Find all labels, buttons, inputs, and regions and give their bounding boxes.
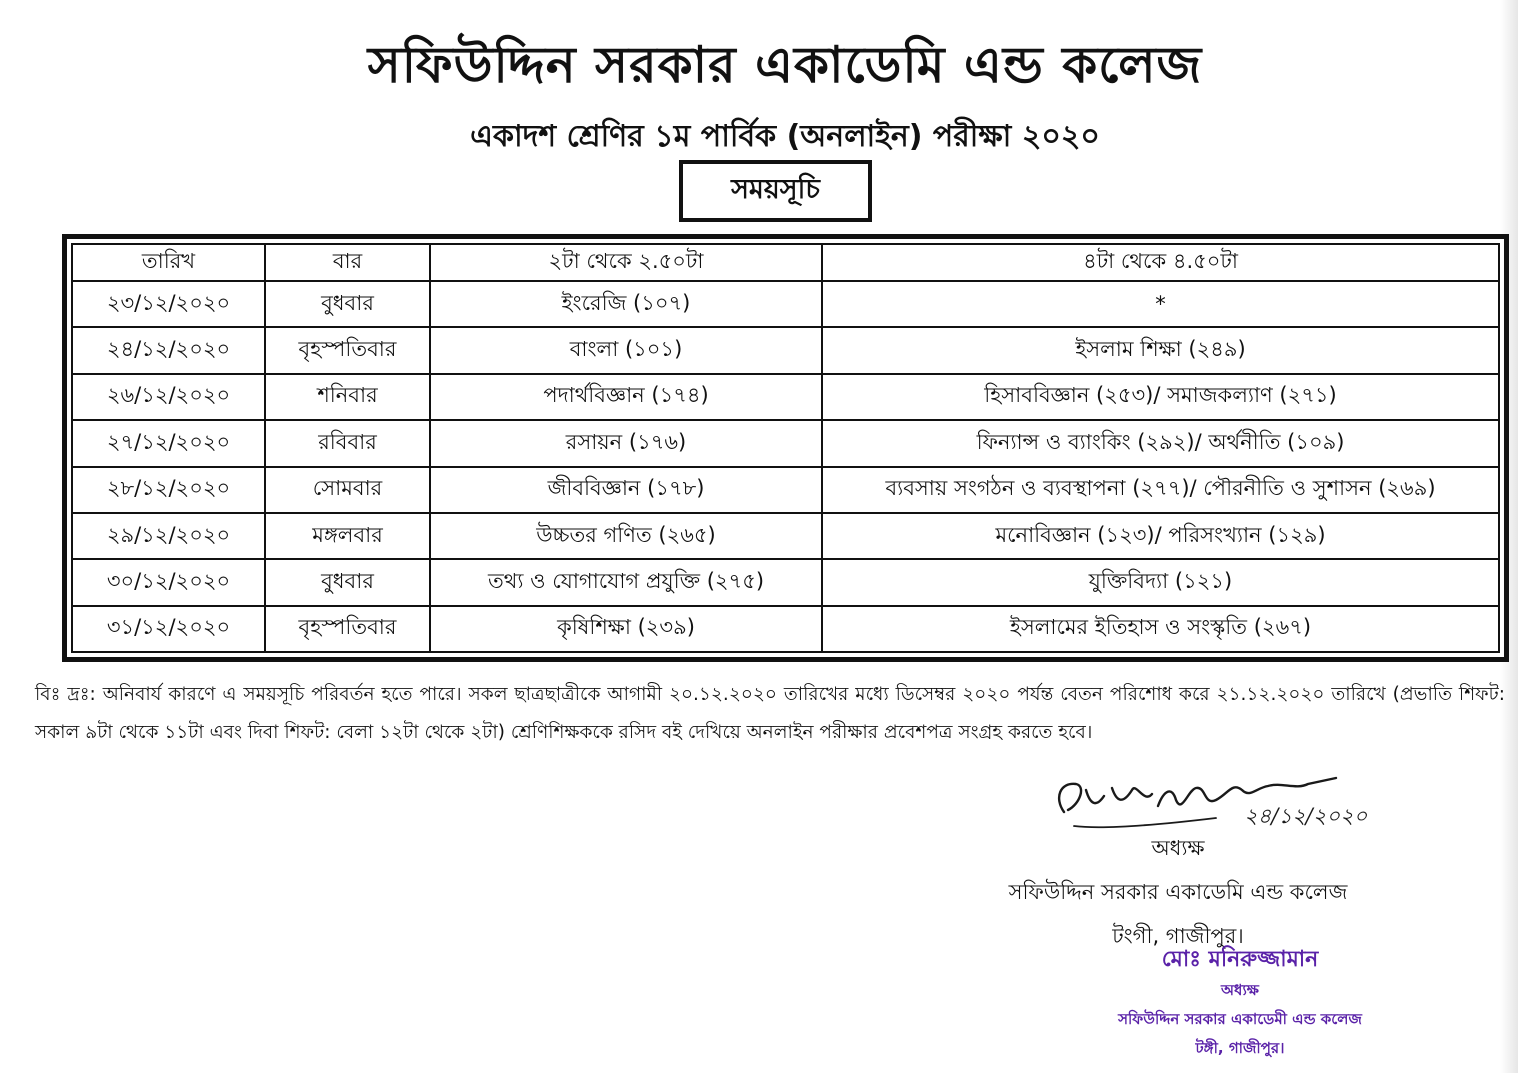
- cell-slot2: ব্যবসায় সংগঠন ও ব্যবস্থাপনা (২৭৭)/ পৌরনীতি ও সুশাসন (২৬৯): [822, 467, 1499, 513]
- cell-day: বৃহস্পতিবার: [265, 606, 430, 652]
- cell-slot2: ফিন্যান্স ও ব্যাংকিং (২৯২)/ অর্থনীতি (১০৯): [822, 420, 1499, 466]
- cell-day: বুধবার: [265, 281, 430, 327]
- table-row: [72, 559, 1499, 605]
- cell-slot2: ইসলাম শিক্ষা (২৪৯): [822, 327, 1499, 373]
- cell-slot1: জীববিজ্ঞান (১৭৮): [430, 467, 822, 513]
- cell-slot1: কৃষিশিক্ষা (২৩৯): [430, 606, 822, 652]
- cell-day: বুধবার: [265, 559, 430, 605]
- routine-table: [71, 243, 1500, 653]
- signature-date: ২৪/১২/২০২০: [1244, 804, 1368, 828]
- signatory-block: [958, 826, 1398, 958]
- table-row: [72, 467, 1499, 513]
- cell-date: ২৩/১২/২০২০: [72, 281, 265, 327]
- table-row: [72, 374, 1499, 420]
- stamp-name: মোঃ মনিরুজ্জামান: [1161, 947, 1319, 972]
- stamp-institution: সফিউদ্দিন সরকার একাডেমী এন্ড কলেজ: [1118, 1010, 1362, 1028]
- cell-date: ২৪/১২/২০২০: [72, 327, 265, 373]
- routine-table-frame: [62, 234, 1509, 662]
- table-row: [72, 606, 1499, 652]
- schedule-label: সময়সূচি: [679, 160, 872, 222]
- cell-slot1: রসায়ন (১৭৬): [430, 420, 822, 466]
- cell-day: সোমবার: [265, 467, 430, 513]
- cell-slot2: *: [822, 281, 1499, 327]
- signatory-designation: অধ্যক্ষ: [1151, 836, 1205, 860]
- cell-date: ২৮/১২/২০২০: [72, 467, 265, 513]
- notice-text: বিঃ দ্রঃ: অনিবার্য কারণে এ সময়সূচি পরিবর্তন হতে পারে। সকল ছাত্রছাত্রীকে আগামী ২০.১২.২০২০ তারিখের মধ্যে ডিসেম্বর ২০২০ পর্যন্ত বেতন পরিশোধ করে ২১.১২.২০২০ তারিখে (প্রভাতি শিফট: সকাল ৯টা থেকে ১১টা এবং দিবা শিফট: বেলা ১২টা থেকে ২টা) শ্রেণিশিক্ষককে রসিদ বই দেখিয়ে অনলাইন পরীক্ষার প্রবেশপত্র সংগ্রহ করতে হবে।: [35, 684, 1505, 743]
- cell-date: ২৭/১২/২০২০: [72, 420, 265, 466]
- cell-day: শনিবার: [265, 374, 430, 420]
- cell-day: রবিবার: [265, 420, 430, 466]
- cell-slot2: যুক্তিবিদ্যা (১২১): [822, 559, 1499, 605]
- cell-slot1: তথ্য ও যোগাযোগ প্রযুক্তি (২৭৫): [430, 559, 822, 605]
- table-header-row: [72, 244, 1499, 281]
- cell-date: ২৬/১২/২০২০: [72, 374, 265, 420]
- cell-date: ৩০/১২/২০২০: [72, 559, 265, 605]
- stamp-location: টঙ্গী, গাজীপুর।: [1195, 1039, 1285, 1057]
- stamp-designation: অধ্যক্ষ: [1221, 981, 1259, 999]
- table-row: [72, 420, 1499, 466]
- signatory-institution: সফিউদ্দিন সরকার একাডেমি এন্ড কলেজ: [1008, 880, 1348, 904]
- table-row: [72, 327, 1499, 373]
- official-seal-stamp: [1090, 944, 1390, 1063]
- column-header-date: তারিখ: [72, 244, 265, 281]
- signatory-location: টংগী, গাজীপুর।: [1112, 924, 1244, 948]
- table-row: [72, 513, 1499, 559]
- cell-slot2: ইসলামের ইতিহাস ও সংস্কৃতি (২৬৭): [822, 606, 1499, 652]
- cell-slot1: উচ্চতর গণিত (২৬৫): [430, 513, 822, 559]
- cell-slot2: মনোবিজ্ঞান (১২৩)/ পরিসংখ্যান (১২৯): [822, 513, 1499, 559]
- column-header-slot2: ৪টা থেকে ৪.৫০টা: [822, 244, 1499, 281]
- cell-date: ৩১/১২/২০২০: [72, 606, 265, 652]
- college-title: সফিউদ্দিন সরকার একাডেমি এন্ড কলেজ: [367, 36, 1203, 94]
- cell-slot1: বাংলা (১০১): [430, 327, 822, 373]
- cell-date: ২৯/১২/২০২০: [72, 513, 265, 559]
- cell-slot1: পদার্থবিজ্ঞান (১৭৪): [430, 374, 822, 420]
- column-header-slot1: ২টা থেকে ২.৫০টা: [430, 244, 822, 281]
- cell-slot1: ইংরেজি (১০৭): [430, 281, 822, 327]
- cell-day: বৃহস্পতিবার: [265, 327, 430, 373]
- cell-slot2: হিসাববিজ্ঞান (২৫৩)/ সমাজকল্যাণ (২৭১): [822, 374, 1499, 420]
- column-header-day: বার: [265, 244, 430, 281]
- exam-title: একাদশ শ্রেণির ১ম পার্বিক (অনলাইন) পরীক্ষা ২০২০: [470, 119, 1100, 154]
- cell-day: মঙ্গলবার: [265, 513, 430, 559]
- table-row: [72, 281, 1499, 327]
